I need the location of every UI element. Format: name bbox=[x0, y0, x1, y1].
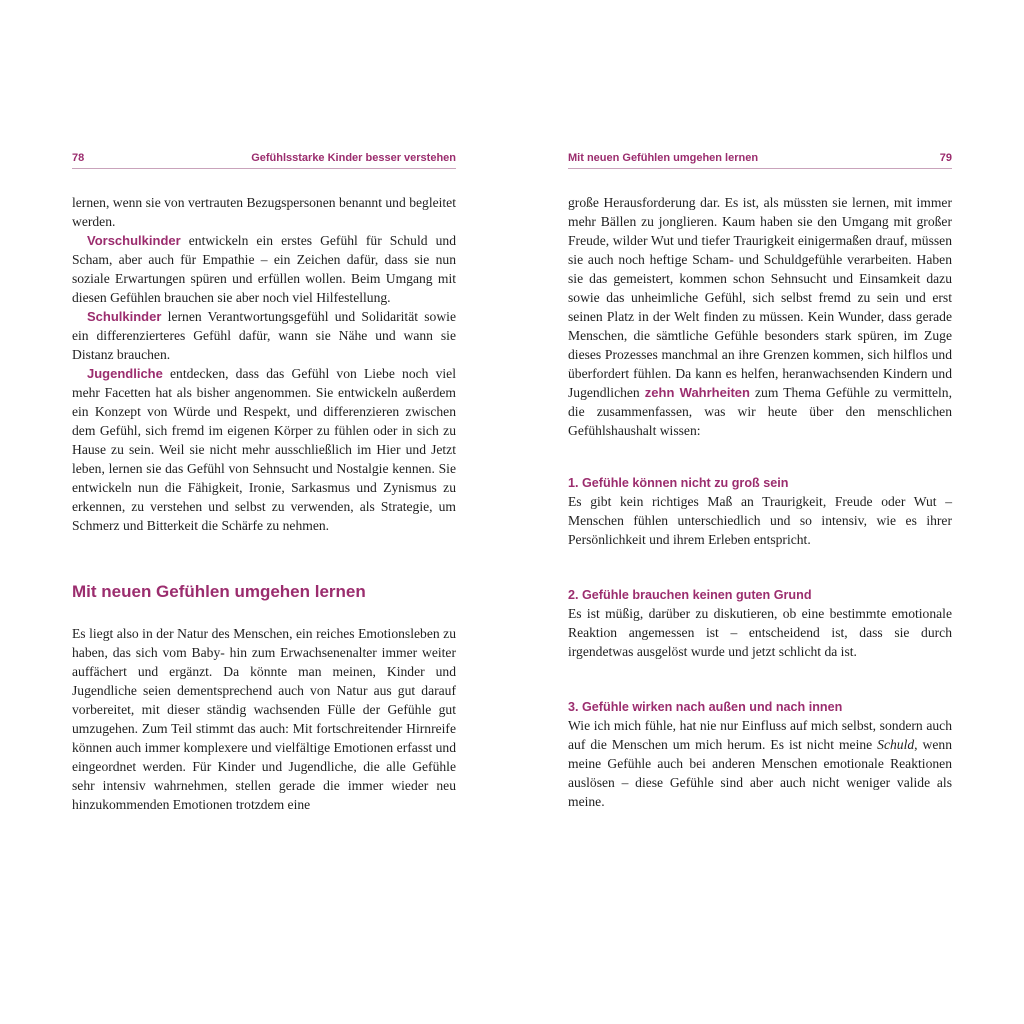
page-number-right: 79 bbox=[939, 152, 952, 164]
running-head-left bbox=[72, 152, 456, 168]
header-rule-right bbox=[568, 168, 952, 169]
truth-text-3-before: Wie ich mich fühle, hat nie nur Einfluss auf mich selbst, sondern auch auf die Menschen um mich herum. Es ist nicht meine bbox=[568, 718, 952, 752]
section-paragraph: Es liegt also in der Natur des Menschen, ein reiches Emotionsleben zu haben, das sich vom Baby- hin zum Erwachsenenalter immer weiter auffächert und ergänzt. Da könnte man meinen, Kinder und Jugendliche seien dementsprechend auch von Natur aus gut darauf vorbereitet, mit dieser ständig wachsenden Fülle der Gefühle gut umzugehen. Zum Teil stimmt das auch: Mit fortschreitender Hirnreife können auch immer komplexere und vielfältige Emotionen erfasst und eingeordnet werden. Für Kinder und Jugendliche, die alle Gefühle sehr intensiv wahrnehmen, stellen gerade die immer wieder neu hinzukommenden Emotionen trotzdem eine bbox=[72, 626, 456, 812]
continued-paragraph bbox=[568, 193, 952, 440]
truth-text-1: Es gibt kein richtiges Maß an Traurigkeit, Freude oder Wut – Menschen fühlen unterschiedlich und so intensiv, wie es ihrer Persönlichkeit und ihrem Erleben entspricht. bbox=[568, 494, 952, 547]
running-title-left: Gefühlsstarke Kinder besser verstehen bbox=[251, 152, 456, 164]
continued-text: große Herausforderung dar. Es ist, als müssten sie lernen, mit immer mehr Bällen zu jonglieren. Kaum haben sie den Umgang mit großer Freude, wilder Wut und tiefer Traurigkeit einigermaßen drauf, müssen sie auch noch heftige Scham- und Schuldgefühle verarbeiten. Haben sie das gemeistert, kommen schon Sehnsucht und Einsamkeit dazu sowie das unheimliche Gefühl, sich selbst fremd zu sein und erst seinen Platz in der Welt finden zu müssen. Kein Wunder, dass gerade Menschen, die sämtliche Gefühle besonders stark spüren, im Zuge dieses Prozesses manchmal an ihre Grenzen kommen, sich hilflos und überfordert fühlen. Da kann es helfen, heranwachsenden Kindern und Jugendlichen bbox=[568, 195, 952, 400]
text-schulkinder: lernen Verantwortungsgefühl und Solidarität sowie ein differenzierteres Gefühl dafür, wann sie Nähe und wann sie Distanz brauchen. bbox=[72, 309, 456, 362]
truth-text-3-italic: Schuld bbox=[877, 737, 915, 752]
truth-text-3 bbox=[568, 716, 952, 811]
term-schulkinder: Schulkinder bbox=[87, 309, 162, 324]
truth-heading-1: 1. Gefühle können nicht zu groß sein bbox=[568, 476, 789, 490]
truth-heading-2: 2. Gefühle brauchen keinen guten Grund bbox=[568, 588, 812, 602]
section-body-text bbox=[72, 624, 456, 814]
truth-2 bbox=[568, 586, 952, 661]
paragraph-vorschulkinder bbox=[72, 231, 456, 307]
page-number-left: 78 bbox=[72, 152, 85, 164]
paragraph-jugendliche bbox=[72, 364, 456, 535]
continued-text-end: zum Thema Gefühle zu vermitteln, die zusammenfassen, was wir heute über den menschlichen Gefühlshaushalt wissen: bbox=[568, 385, 952, 438]
highlight-zehn-wahrheiten: zehn Wahrheiten bbox=[644, 385, 750, 400]
header-rule-left bbox=[72, 168, 456, 169]
left-body-text bbox=[72, 193, 456, 535]
intro-paragraph: lernen, wenn sie von vertrauten Bezugspersonen benannt und begleitet werden. bbox=[72, 195, 456, 229]
truth-3 bbox=[568, 698, 952, 811]
text-vorschulkinder: entwickeln ein erstes Gefühl für Schuld und Scham, aber auch für Empathie – ein Zeichen dafür, dass sie nun soziale Erwartungen spüren und erfüllen wollen. Beim Umgang mit diesen Gefühlen brauchen sie aber noch viel Hilfestellung. bbox=[72, 233, 456, 305]
truth-text-2: Es ist müßig, darüber zu diskutieren, ob eine bestimmte emotionale Reaktion angemessen ist – entscheidend ist, dass sie durch irgendetwas ausgelöst wurde und jetzt schlicht da ist. bbox=[568, 606, 952, 659]
running-title-right: Mit neuen Gefühlen umgehen lernen bbox=[568, 152, 759, 164]
truth-text-3-after: , wenn meine Gefühle auch bei anderen Menschen emotionale Reaktionen auslösen – diese Gefühle sind aber auch nicht weniger valide als meine. bbox=[568, 737, 952, 809]
text-jugendliche: entdecken, dass das Gefühl von Liebe noch viel mehr Facetten hat als bisher angenommen. Sie entwickeln außerdem ein Konzept von Würde und Respekt, und differenzieren zwischen dem Gefühl, sich fremd im eigenen Körper zu fühlen oder in sich zu Hause zu sein. Weil sie nicht mehr ausschließlich im Hier und Jetzt leben, lernen sie das Gefühl von Sehnsucht und Nostalgie kennen. Sie entwickeln nun die Fähigkeit, Ironie, Sarkasmus und Zynismus zu erkennen, zu verstehen und selbst zu verwenden, als Strategie, um Schmerz und Bitterkeit die Schärfe zu nehmen. bbox=[72, 366, 456, 533]
right-body-text bbox=[568, 193, 952, 440]
term-vorschulkinder: Vorschulkinder bbox=[87, 233, 181, 248]
truth-heading-3: 3. Gefühle wirken nach außen und nach innen bbox=[568, 700, 843, 714]
truth-1 bbox=[568, 474, 952, 549]
paragraph-schulkinder bbox=[72, 307, 456, 364]
running-head-right bbox=[568, 152, 952, 168]
section-heading: Mit neuen Gefühlen umgehen lernen bbox=[72, 582, 366, 601]
term-jugendliche: Jugendliche bbox=[87, 366, 163, 381]
